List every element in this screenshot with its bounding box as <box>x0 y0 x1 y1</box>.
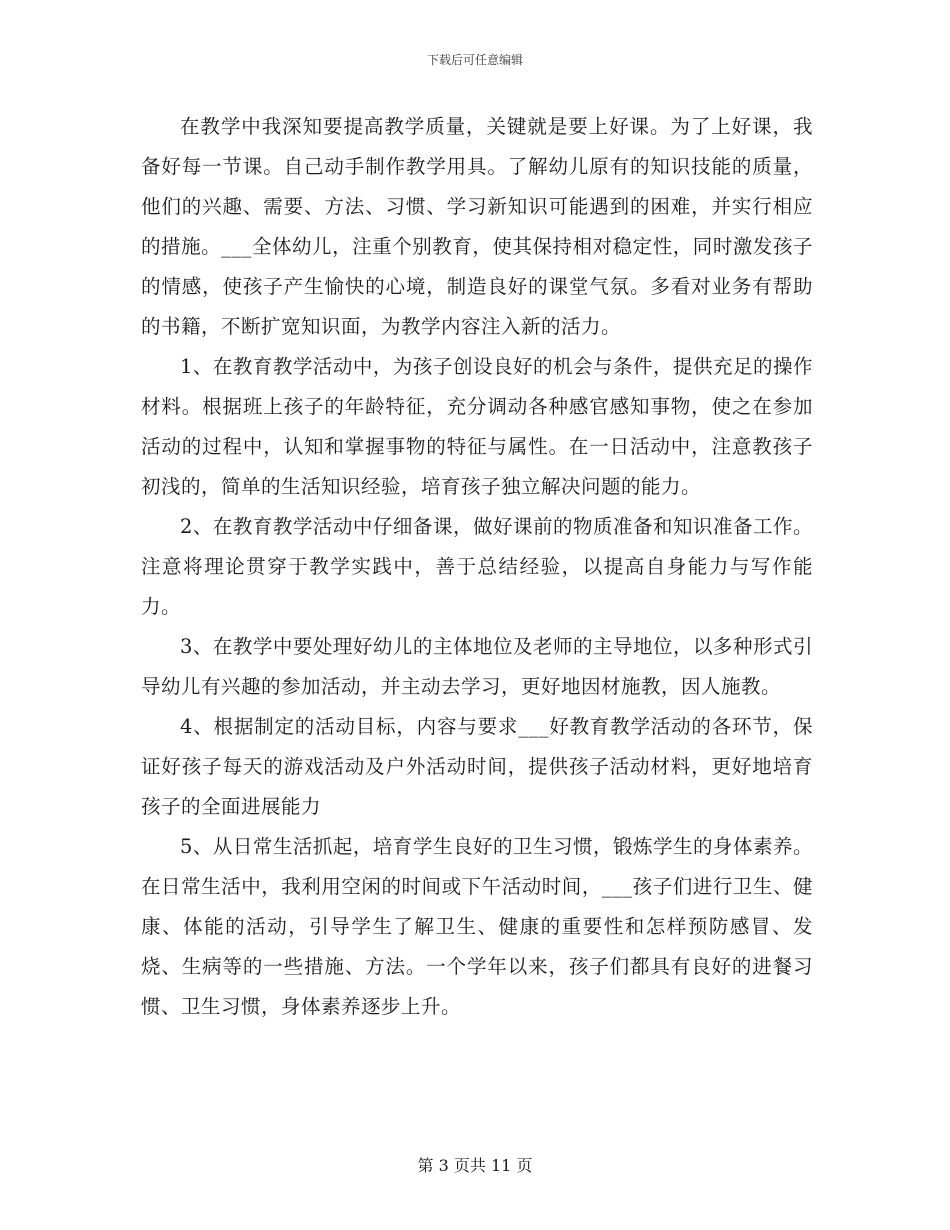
page-footer: 第 3 页共 11 页 <box>417 1156 533 1175</box>
paragraph-item-4: 4、根据制定的活动目标，内容与要求___好教育教学活动的各环节，保证好孩子每天的游戏活动及户外活动时间，提供孩子活动材料，更好地培育孩子的全面进展能力 <box>141 715 813 818</box>
paragraph-item-2: 2、在教育教学活动中仔细备课，做好课前的物质准备和知识准备工作。注意将理论贯穿于教学实践中，善于总结经验，以提高自身能力与写作能力。 <box>141 515 813 618</box>
paragraph-item-5: 5、从日常生活抓起，培育学生良好的卫生习惯，锻炼学生的身体素养。在日常生活中，我利用空闲的时间或下午活动时间，___孩子们进行卫生、健康、体能的活动，引导学生了解卫生、健康的重要性和怎样预防感冒、发烧、生病等的一些措施、方法。一个学年以来，孩子们都具有良好的进餐习惯、卫生习惯，身体素养逐步上升。 <box>141 835 813 1018</box>
document-body <box>141 107 813 1027</box>
paragraph-intro: 在教学中我深知要提高教学质量，关键就是要上好课。为了上好课，我备好每一节课。自己动手制作教学用具。了解幼儿原有的知识技能的质量，他们的兴趣、需要、方法、习惯、学习新知识可能遇到的困难，并实行相应的措施。___全体幼儿，注重个别教育，使其保持相对稳定性，同时激发孩子的情感，使孩子产生愉快的心境，制造良好的课堂气氛。多看对业务有帮助的书籍，不断扩宽知识面，为教学内容注入新的活力。 <box>141 115 813 338</box>
paragraph-item-1: 1、在教育教学活动中，为孩子创设良好的机会与条件，提供充足的操作材料。根据班上孩子的年龄特征，充分调动各种感官感知事物，使之在参加活动的过程中，认知和掌握事物的特征与属性。在一日活动中，注意教孩子初浅的，简单的生活知识经验，培育孩子独立解决问题的能力。 <box>141 355 813 498</box>
page-header: 下载后可任意编辑 <box>426 53 523 67</box>
paragraph-item-3: 3、在教学中要处理好幼儿的主体地位及老师的主导地位，以多种形式引导幼儿有兴趣的参加活动，并主动去学习，更好地因材施教，因人施教。 <box>141 635 813 698</box>
